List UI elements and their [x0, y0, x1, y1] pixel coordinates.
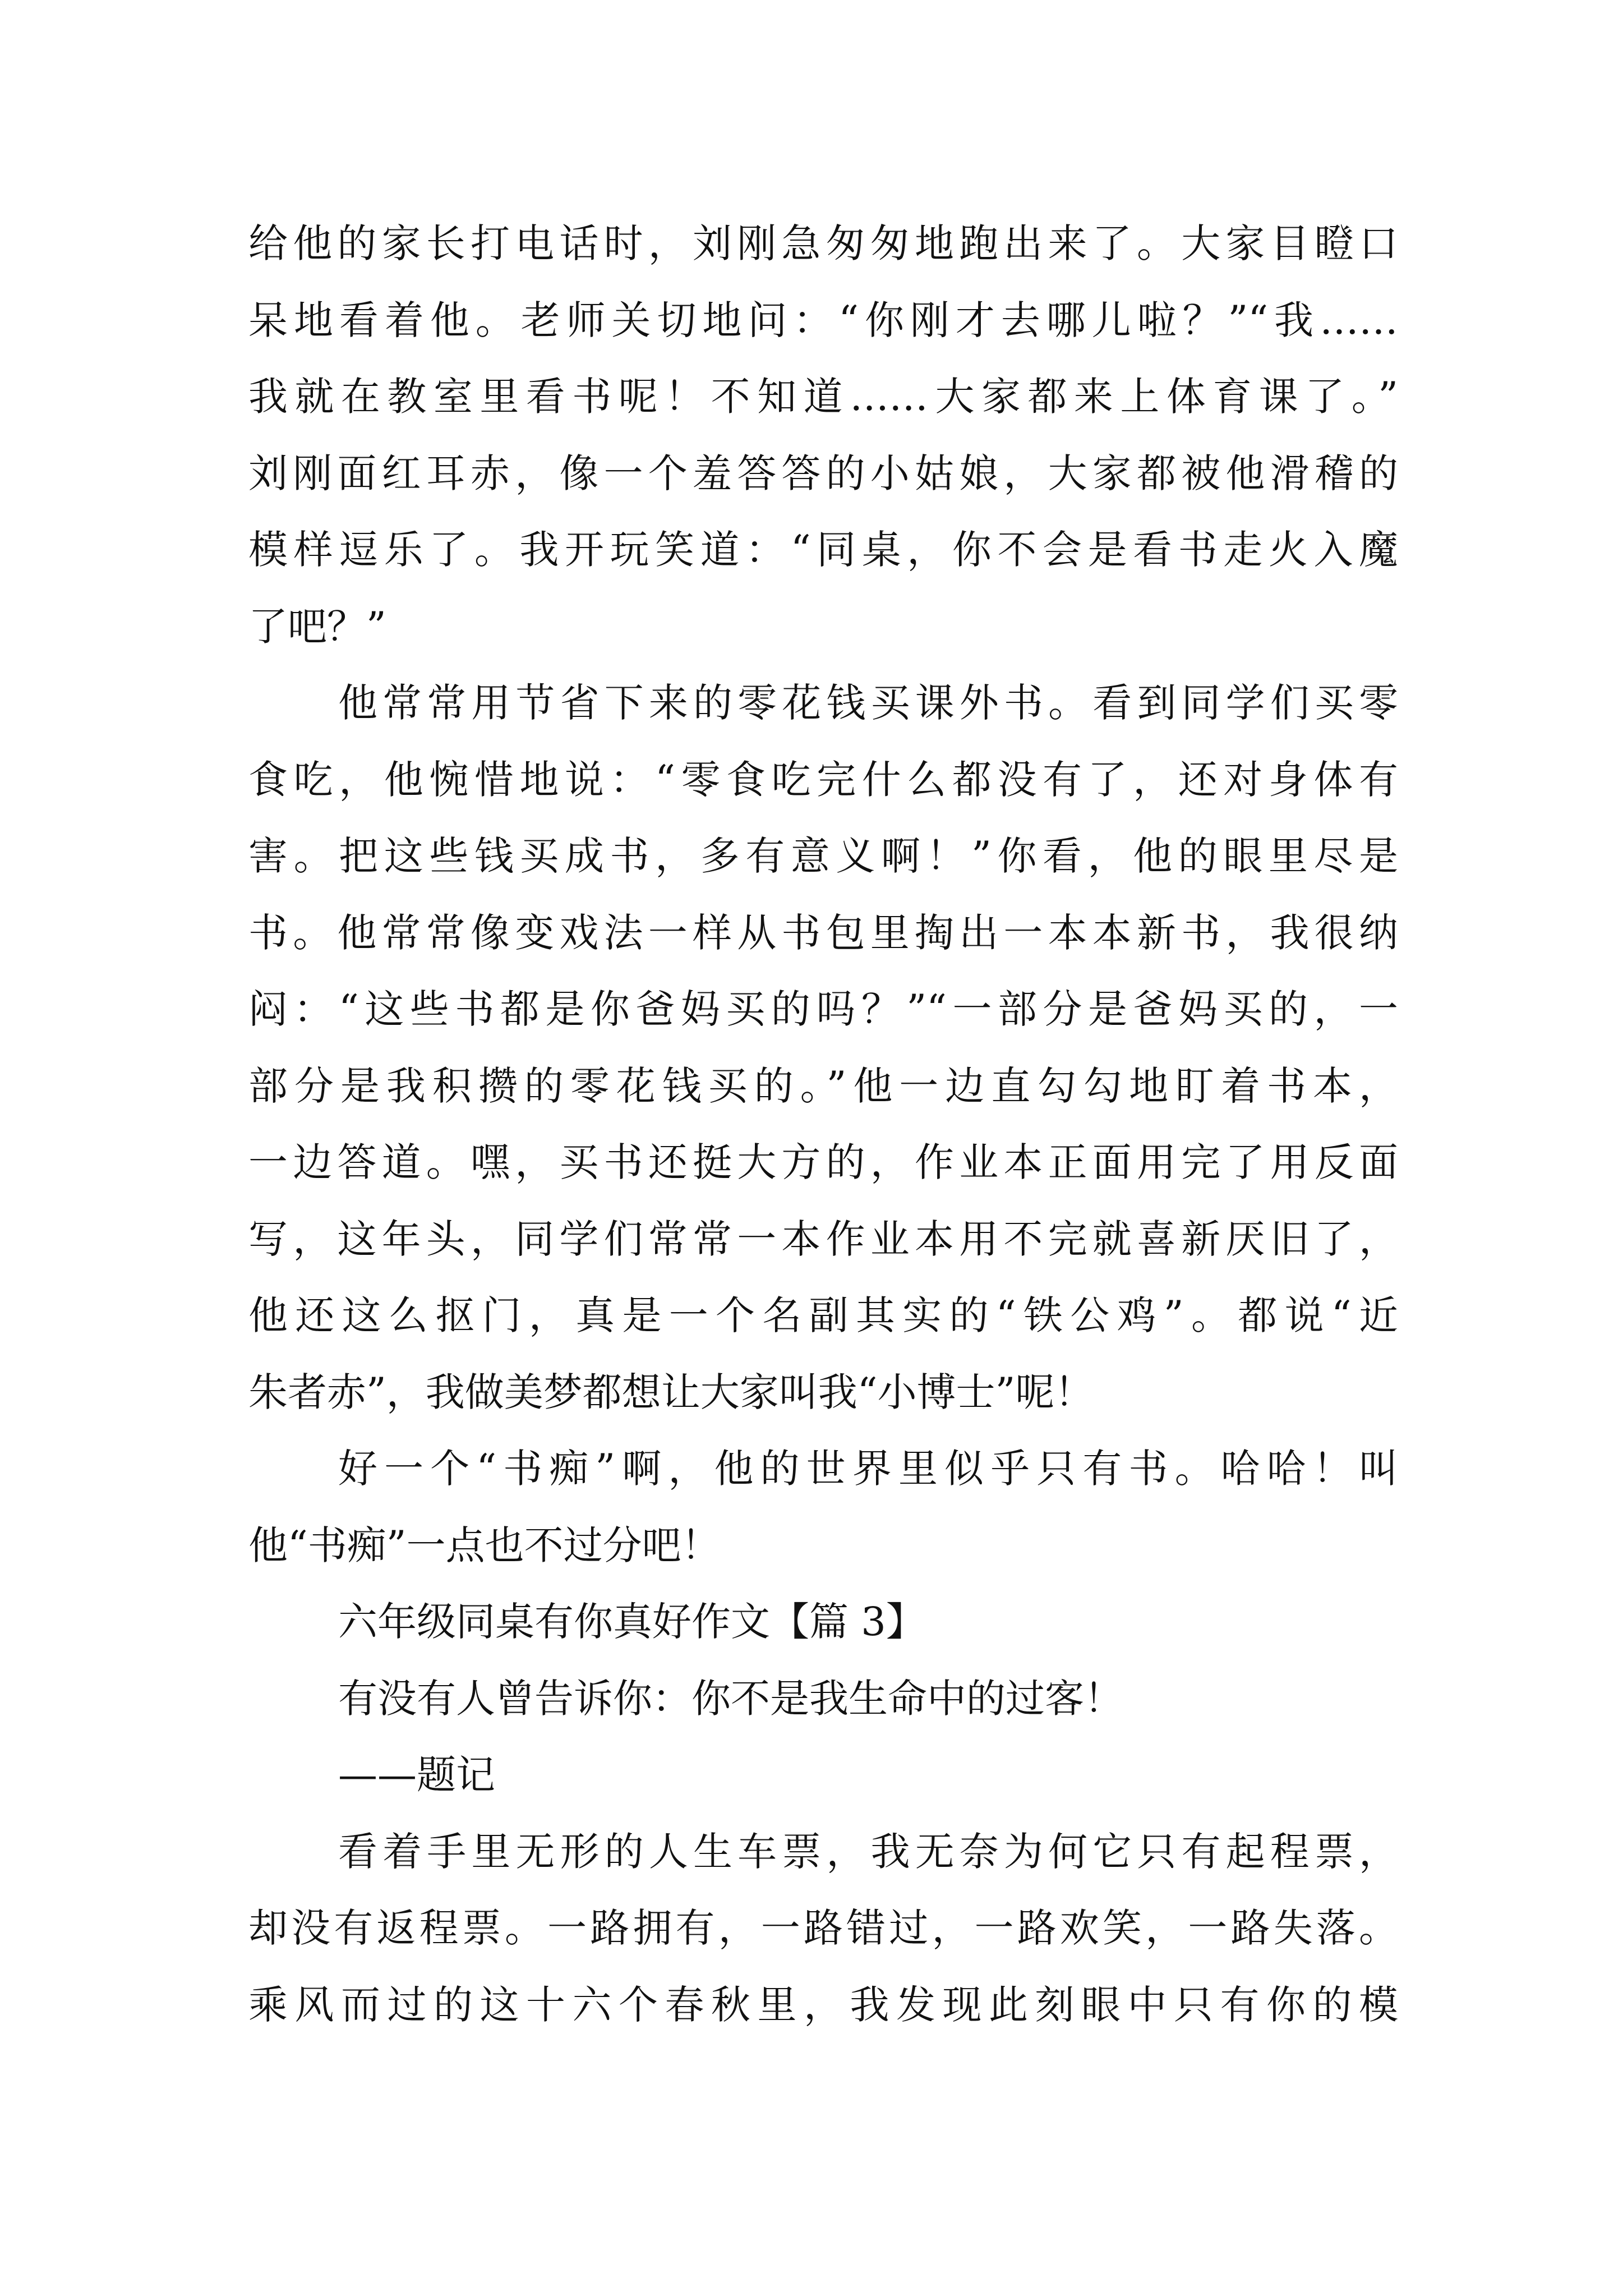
- text-line: 呆地看着他。老师关切地问：“你刚才去哪儿啦？”“我……: [248, 297, 1398, 343]
- essay-body: [248, 205, 1398, 2043]
- text-line: 了吧？”: [248, 603, 386, 650]
- text-line: 食吃，他惋惜地说：“零食吃完什么都没有了，还对身体有: [248, 756, 1398, 803]
- text-line: 却没有返程票。一路拥有，一路错过，一路欢笑，一路失落。: [248, 1905, 1398, 1951]
- text-line: 乘风而过的这十六个春秋里，我发现此刻眼中只有你的模: [248, 1981, 1398, 2028]
- text-line: 刘刚面红耳赤，像一个羞答答的小姑娘，大家都被他滑稽的: [248, 450, 1398, 496]
- section-heading: 六年级同桌有你真好作文【篇 3】: [338, 1599, 925, 1645]
- paragraph-first-line: 他常常用节省下来的零花钱买课外书。看到同学们买零: [338, 680, 1398, 726]
- text-line: 给他的家长打电话时，刘刚急匆匆地跑出来了。大家目瞪口: [248, 220, 1398, 266]
- text-line: 书。他常常像变戏法一样从书包里掏出一本本新书，我很纳: [248, 909, 1398, 956]
- text-line: 害。把这些钱买成书，多有意义啊！”你看，他的眼里尽是: [248, 833, 1398, 879]
- epigraph-attribution: ——题记: [338, 1752, 495, 1798]
- paragraph-first-line: 好一个“书痴”啊，他的世界里似乎只有书。哈哈！叫: [338, 1446, 1398, 1492]
- text-line: 他还这么抠门，真是一个名副其实的“铁公鸡”。都说“近: [248, 1292, 1398, 1338]
- text-line: 朱者赤”，我做美梦都想让大家叫我“小博士”呢！: [248, 1369, 1094, 1415]
- epigraph: 有没有人曾告诉你：你不是我生命中的过客！: [338, 1675, 1123, 1722]
- text-line: 模样逗乐了。我开玩笑道：“同桌，你不会是看书走火入魔: [248, 527, 1398, 573]
- text-line: 部分是我积攒的零花钱买的。”他一边直勾勾地盯着书本，: [248, 1062, 1398, 1109]
- text-line: 他“书痴”一点也不过分吧！: [248, 1522, 721, 1568]
- text-line: 一边答道。嘿，买书还挺大方的，作业本正面用完了用反面: [248, 1139, 1398, 1185]
- text-line: 闷：“这些书都是你爸妈买的吗？”“一部分是爸妈买的，一: [248, 986, 1398, 1032]
- paragraph-first-line: 看着手里无形的人生车票，我无奈为何它只有起程票，: [338, 1828, 1398, 1875]
- text-line: 我就在教室里看书呢！不知道……大家都来上体育课了。”: [248, 374, 1398, 420]
- text-line: 写，这年头，同学们常常一本作业本用不完就喜新厌旧了，: [248, 1216, 1398, 1262]
